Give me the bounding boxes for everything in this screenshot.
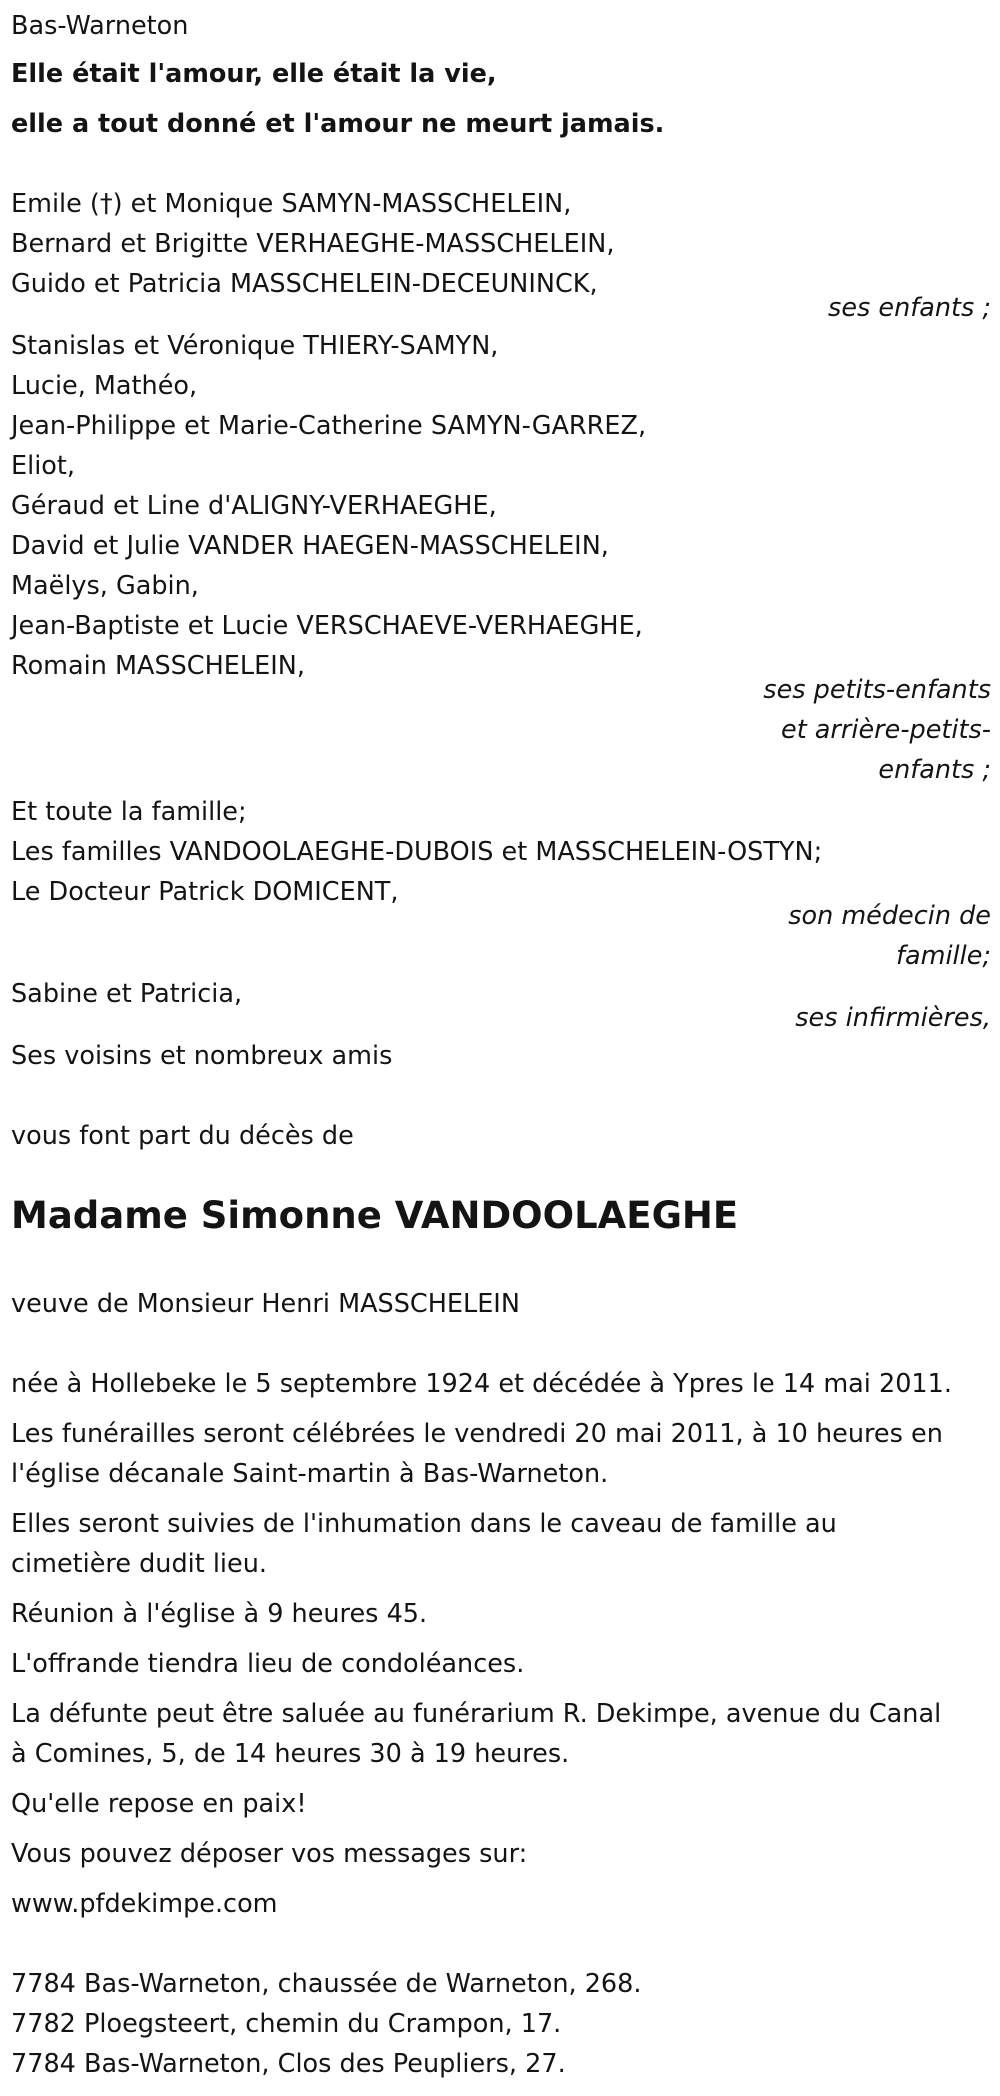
grandchild-line: Stanislas et Véronique THIERY-SAMYN, [11, 331, 499, 361]
families-line: Les familles VANDOOLAEGHE-DUBOIS et MASSCHELEIN-OSTYN; [11, 837, 823, 867]
grandchild-line: Romain MASSCHELEIN, [11, 651, 305, 681]
burial-line: cimetière dudit lieu. [11, 1549, 267, 1579]
grandchildren-role-line: enfants ; [878, 755, 991, 785]
quote-line-2: elle a tout donné et l'amour ne meurt jamais. [11, 109, 665, 139]
grandchild-line: Jean-Philippe et Marie-Catherine SAMYN-GARREZ, [11, 411, 647, 441]
friends-line: Ses voisins et nombreux amis [11, 1041, 393, 1071]
deceased-name: Madame Simonne VANDOOLAEGHE [11, 1194, 739, 1237]
grandchild-line: Eliot, [11, 451, 75, 481]
grandchild-line: Géraud et Line d'ALIGNY-VERHAEGHE, [11, 491, 497, 521]
grandchild-line: Maëlys, Gabin, [11, 571, 199, 601]
offering-line: L'offrande tiendra lieu de condoléances. [11, 1649, 525, 1679]
messages-line: Vous pouvez déposer vos messages sur: [11, 1839, 528, 1869]
child-line: Emile (†) et Monique SAMYN-MASSCHELEIN, [11, 189, 572, 219]
grandchild-line: David et Julie VANDER HAEGEN-MASSCHELEIN, [11, 531, 609, 561]
doctor-role-line: son médecin de [788, 901, 991, 931]
meeting-line: Réunion à l'église à 9 heures 45. [11, 1599, 428, 1629]
grandchildren-role-line: ses petits-enfants [763, 675, 991, 705]
address-line: 7784 Bas-Warneton, Clos des Peupliers, 27. [11, 2049, 566, 2079]
family-line: Et toute la famille; [11, 797, 247, 827]
quote-line-1: Elle était l'amour, elle était la vie, [11, 59, 497, 89]
children-role: ses enfants ; [828, 293, 991, 323]
place-name: Bas-Warneton [11, 11, 189, 41]
nurses-line: Sabine et Patricia, [11, 979, 243, 1009]
nurses-role: ses infirmières, [795, 1003, 991, 1033]
address-line: 7782 Ploegsteert, chemin du Crampon, 17. [11, 2009, 562, 2039]
viewing-line: à Comines, 5, de 14 heures 30 à 19 heures. [11, 1739, 570, 1769]
child-line: Guido et Patricia MASSCHELEIN-DECEUNINCK, [11, 269, 598, 299]
funeral-line: l'église décanale Saint-martin à Bas-Warneton. [11, 1459, 609, 1489]
funeral-line: Les funérailles seront célébrées le vendredi 20 mai 2011, à 10 heures en [11, 1419, 943, 1449]
rest-line: Qu'elle repose en paix! [11, 1789, 307, 1819]
grandchild-line: Jean-Baptiste et Lucie VERSCHAEVE-VERHAEGHE, [11, 611, 643, 641]
address-line: 7784 Bas-Warneton, chaussée de Warneton, 268. [11, 1969, 642, 1999]
doctor-line: Le Docteur Patrick DOMICENT, [11, 877, 399, 907]
birth-death-line: née à Hollebeke le 5 septembre 1924 et décédée à Ypres le 14 mai 2011. [11, 1369, 952, 1399]
announcement-intro: vous font part du décès de [11, 1121, 354, 1151]
grandchild-line: Lucie, Mathéo, [11, 371, 198, 401]
viewing-line: La défunte peut être saluée au funérarium R. Dekimpe, avenue du Canal [11, 1699, 942, 1729]
doctor-role-line: famille; [896, 941, 991, 971]
child-line: Bernard et Brigitte VERHAEGHE-MASSCHELEIN, [11, 229, 615, 259]
website-line: www.pfdekimpe.com [11, 1889, 278, 1919]
widow-of-line: veuve de Monsieur Henri MASSCHELEIN [11, 1289, 520, 1319]
burial-line: Elles seront suivies de l'inhumation dans le caveau de famille au [11, 1509, 837, 1539]
grandchildren-role-line: et arrière-petits- [781, 715, 991, 745]
